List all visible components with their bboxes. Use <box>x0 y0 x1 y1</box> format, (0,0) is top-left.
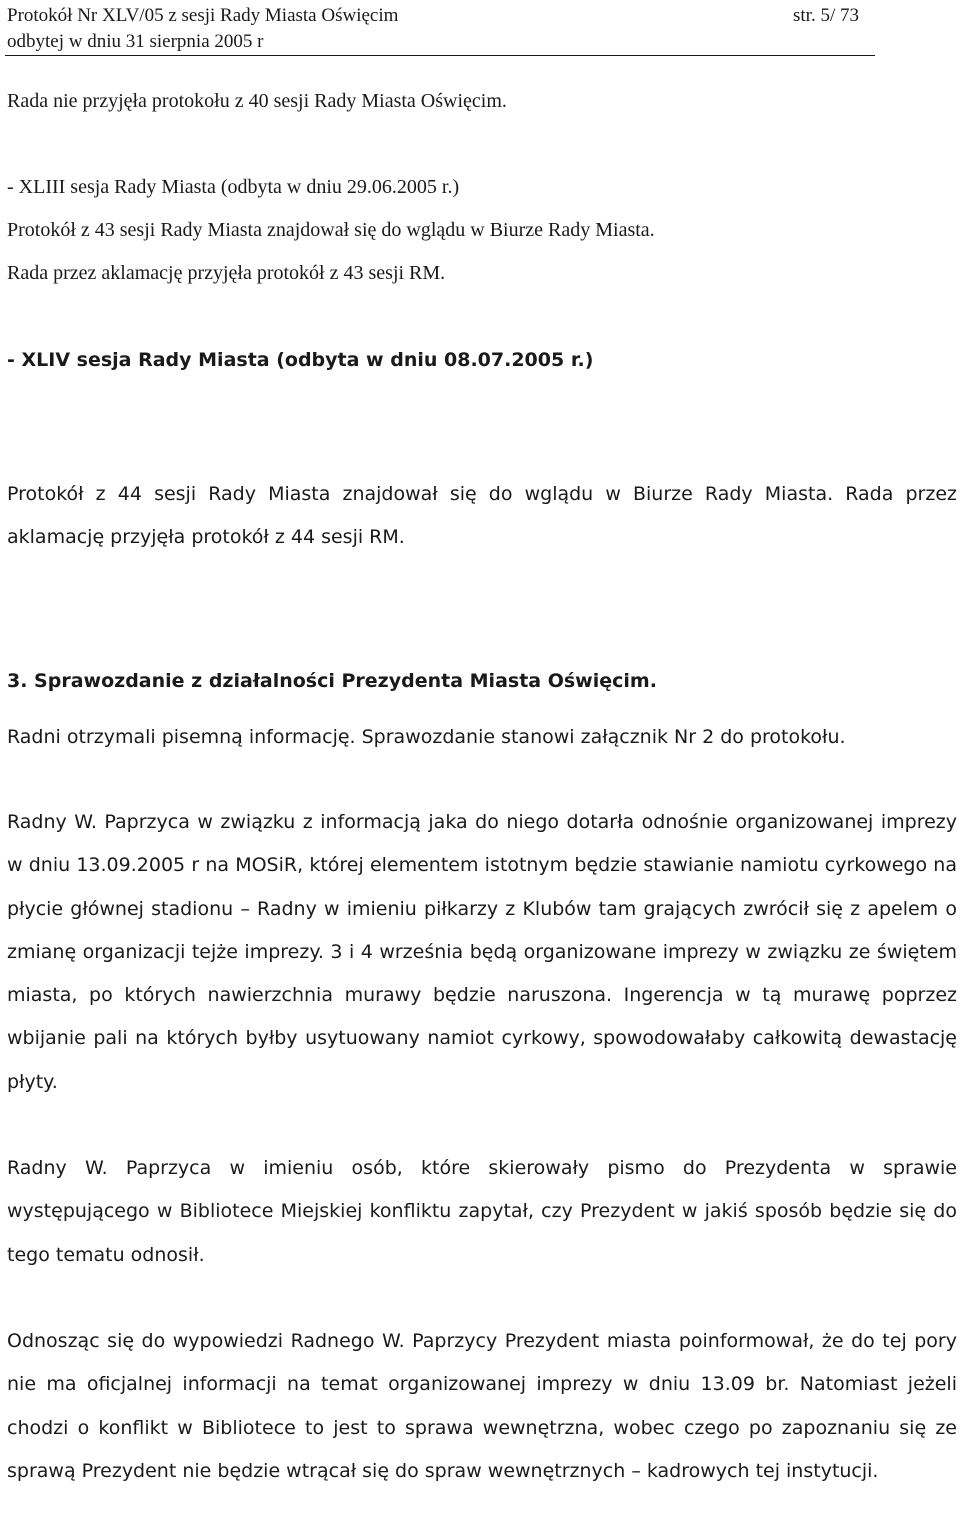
section3-paragraph-1: Radny W. Paprzyca w związku z informacją jaka do niego dotarła odnośnie organizowanej imprezy w dniu 13.09.2005 r na MOSiR, której elementem istotnym będzie stawianie namiotu cyrkowego na płycie głównej stadionu – Radny w imieniu piłkarzy z Klubów tam grających zwrócił się z apelem o zmianę organizacji tejże imprezy. 3 i 4 września będą organizowane imprezy w związku ze świętem miasta, po których nawierzchnia murawy będzie naruszona. Ingerencja w tą murawę poprzez wbijanie pali na których byłby usytuowany namiot cyrkowy, spowodowałaby całkowitą dewastację płyty. <box>7 811 957 1093</box>
section3-heading: 3. Sprawozdanie z działalności Prezydenta Miasta Oświęcim. <box>7 670 657 692</box>
section3-paragraph-3: Odnosząc się do wypowiedzi Radnego W. Paprzycy Prezydent miasta poinformował, że do tej pory nie ma oficjalnej informacji na temat organizowanej imprezy w dniu 13.09 br. Natomiast jeżeli chodzi o konflikt w Bibliotece to jest to sprawa wewnętrzna, wobec czego po zapoznaniu się ze sprawą Prezydent nie będzie wtrącał się do spraw wewnętrznych – kadrowych tej instytucji. <box>7 1330 957 1482</box>
session44-text: Protokół z 44 sesji Rady Miasta znajdował się do wglądu w Biurze Rady Miasta. Rada przez aklamację przyjęła protokół z 44 sesji RM. <box>7 483 957 548</box>
session44-heading: - XLIV sesja Rady Miasta (odbyta w dniu 08.07.2005 r.) <box>7 349 594 371</box>
session43-line2: Rada przez aklamację przyjęła protokół z 43 sesji RM. <box>7 262 446 284</box>
header-title: Protokół Nr XLV/05 z sesji Rady Miasta Oświęcim <box>7 5 399 26</box>
section3-paragraph-2: Radny W. Paprzyca w imieniu osób, które skierowały pismo do Prezydenta w sprawie występującego w Bibliotece Miejskiej konfliktu zapytał, czy Prezydent w jakiś sposób będzie się do tego tematu odnosił. <box>7 1157 957 1266</box>
page-number: str. 5/ 73 <box>793 5 859 26</box>
session43-heading: - XLIII sesja Rady Miasta (odbyta w dniu 29.06.2005 r.) <box>7 176 460 198</box>
section3-intro: Radni otrzymali pisemną informację. Sprawozdanie stanowi załącznik Nr 2 do protokołu. <box>7 726 846 748</box>
header-divider <box>5 55 875 56</box>
session43-line1: Protokół z 43 sesji Rady Miasta znajdował się do wglądu w Biurze Rady Miasta. <box>7 219 655 241</box>
header-date: odbytej w dniu 31 sierpnia 2005 r <box>7 31 264 52</box>
session40-result: Rada nie przyjęła protokołu z 40 sesji Rady Miasta Oświęcim. <box>7 90 507 112</box>
page-header-left <box>7 3 398 55</box>
